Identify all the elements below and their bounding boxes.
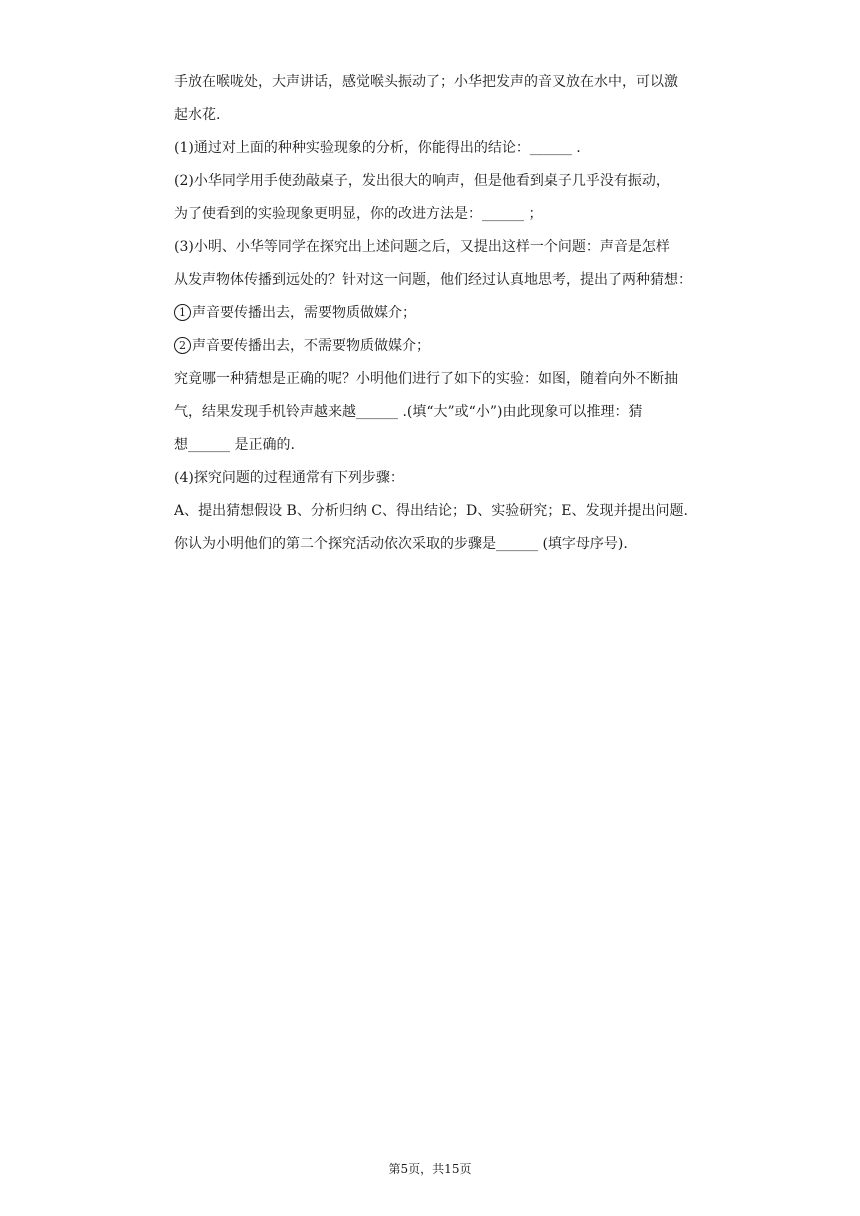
text-line: 起水花. [174, 107, 221, 123]
circled-number-2: 2 [174, 337, 191, 354]
text-line: (3)小明、小华等同学在探究出上述问题之后，又提出这样一个问题：声音是怎样 [174, 239, 670, 255]
text-line: 究竟哪一种猜想是正确的呢？小明他们进行了如下的实验：如图，随着向外不断抽 [174, 371, 678, 387]
text-line: A、提出猜想假设 B、分析归纳 C、得出结论；D、实验研究；E、发现并提出问题. [174, 503, 688, 519]
text-line: (1)通过对上面的种种实验现象的分析，你能得出的结论：______ . [174, 140, 581, 156]
circled-number-1: 1 [174, 304, 191, 321]
text-line: 你认为小明他们的第二个探究活动依次采取的步骤是______ (填字母序号). [174, 536, 628, 552]
hypothesis-2 [174, 330, 722, 363]
text-line: (4)探究问题的过程通常有下列步骤： [174, 470, 404, 486]
page-number: 第5页，共15页 [388, 1162, 472, 1176]
hypothesis-1 [174, 297, 722, 330]
text-line: 想______ 是正确的. [174, 437, 295, 453]
question-body [174, 66, 722, 561]
text-line: 从发声物体传播到远处的？针对这一问题，他们经过认真地思考，提出了两种猜想： [174, 272, 692, 288]
text-line: (2)小华同学用手使劲敲桌子，发出很大的响声，但是他看到桌子几乎没有振动， [174, 173, 670, 189]
text-line: 手放在喉咙处，大声讲话，感觉喉头振动了；小华把发声的音叉放在水中，可以激 [174, 74, 678, 90]
text-line: 为了使看到的实验现象更明显，你的改进方法是：______ ； [174, 206, 543, 222]
text-line: 气，结果发现手机铃声越来越______ .(填“大”或“小”)由此现象可以推理：猜 [174, 404, 643, 420]
hypothesis-1-text: 声音要传播出去，需要物质做媒介； [192, 305, 416, 321]
hypothesis-2-text: 声音要传播出去，不需要物质做媒介； [192, 338, 430, 354]
